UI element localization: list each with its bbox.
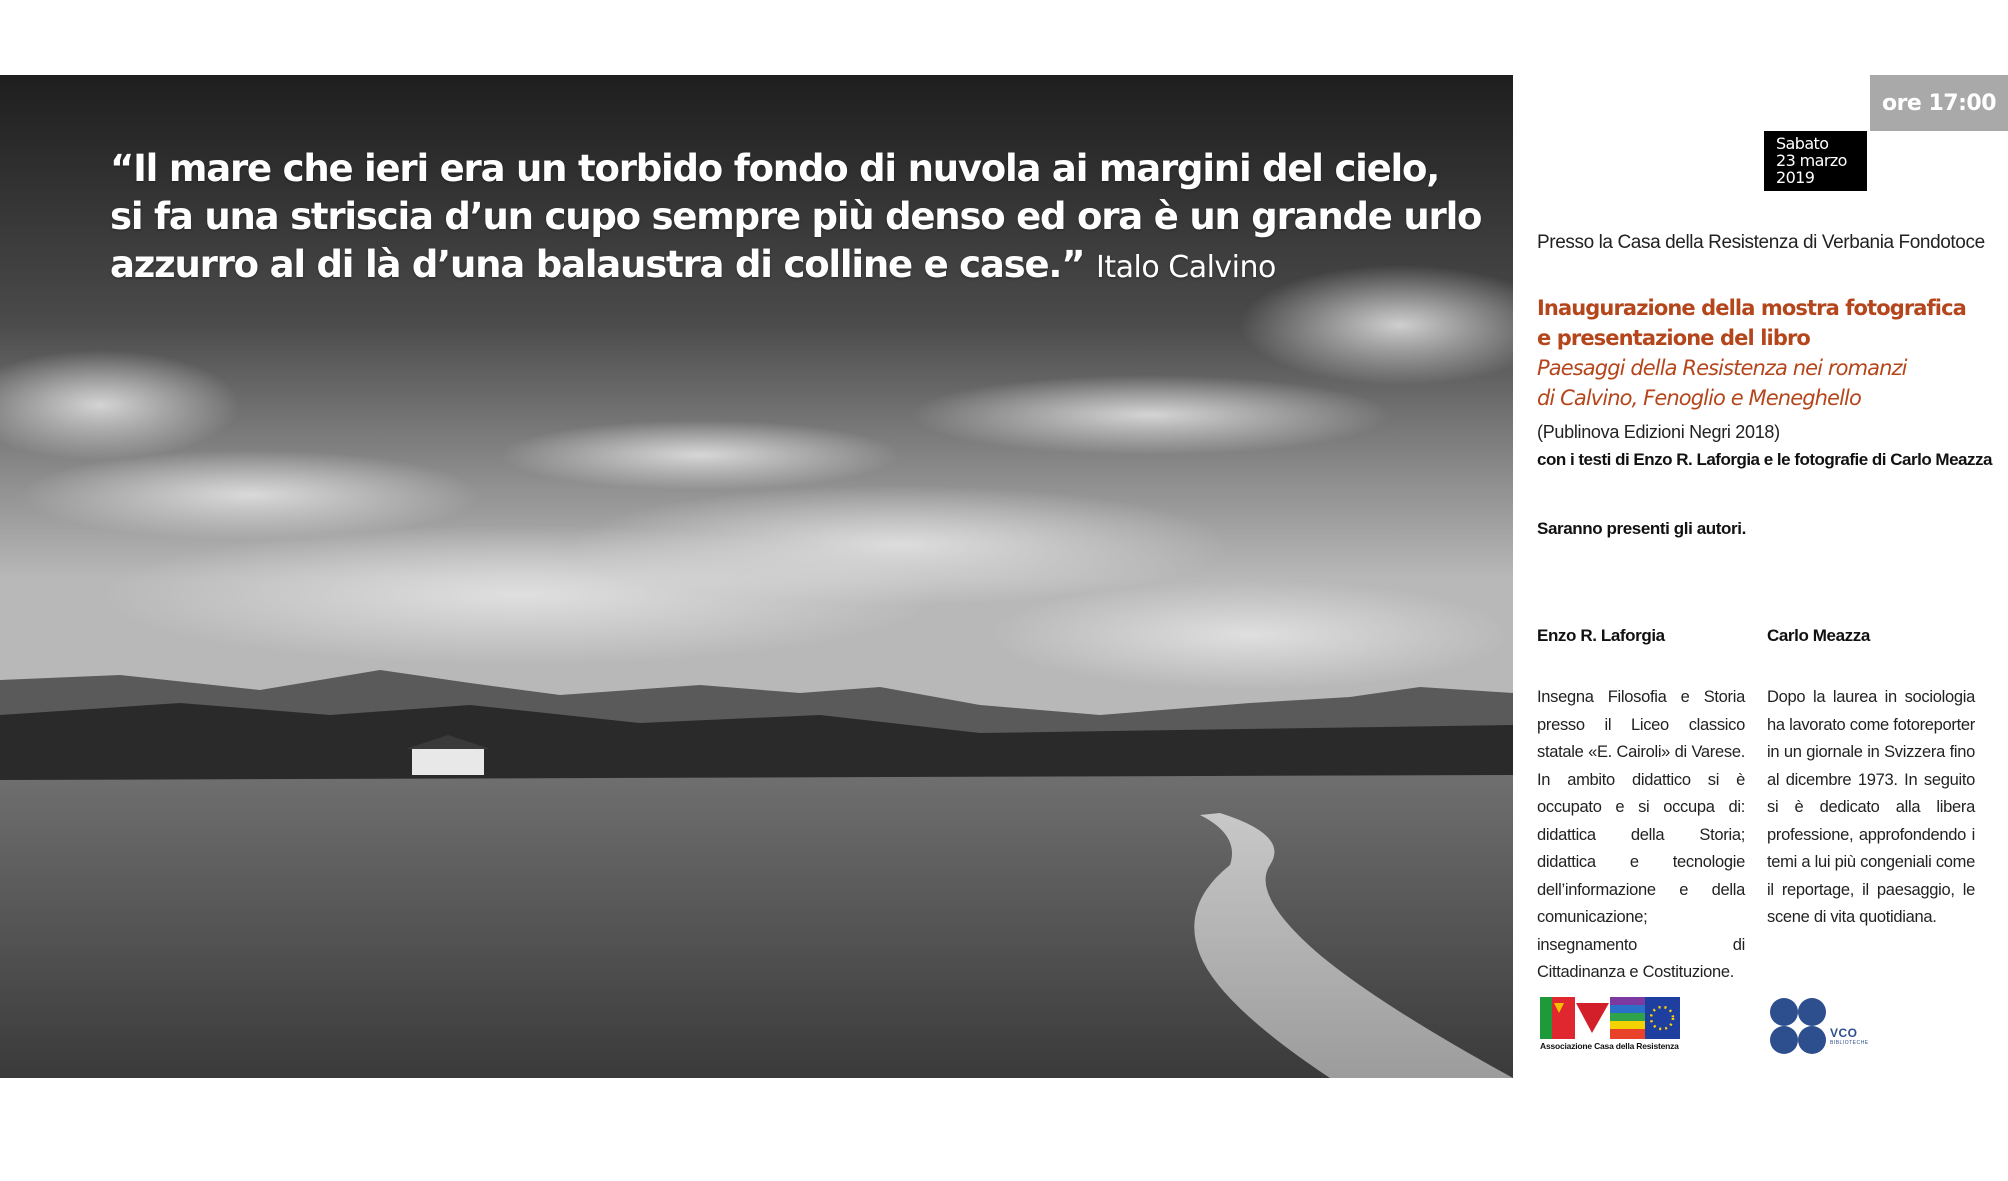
event-date-badge	[1764, 131, 1867, 191]
vco-text: VCO	[1830, 1026, 1858, 1040]
author-bio-laforgia	[1537, 626, 1745, 987]
vco-biblioteche-logo	[1768, 996, 1888, 1056]
book-credits: con i testi di Enzo R. Laforgia e le fotografie di Carlo Meazza	[1537, 450, 1992, 469]
event-time-badge: ore 17:00	[1870, 75, 2008, 131]
event-title	[1537, 293, 1966, 353]
book-title-line: di Calvino, Fenoglio e Meneghello	[1537, 386, 1861, 410]
event-date-day: Sabato	[1776, 134, 1829, 153]
book-title	[1537, 353, 1907, 413]
quote-author: Italo Calvino	[1096, 250, 1276, 285]
author-bio-meazza	[1767, 626, 1975, 932]
event-title-line: Inaugurazione della mostra fotografica	[1537, 296, 1966, 320]
author-bio-text: Insegna Filosofia e Storia presso il Liceo classico statale «E. Cairoli» di Varese. In ambito didattico si è occupato e si occupa di: didattica della Storia; didattica e tecnologie dell’informazione e della comunicazione; insegnamento di Cittadinanza e Costituzione.	[1537, 688, 1745, 981]
quote-line-text: azzurro al di là d’una balaustra di colline e case.”	[110, 243, 1085, 286]
quote-line: “Il mare che ieri era un torbido fondo di nuvola ai margini del cielo,	[110, 147, 1440, 190]
quote-line: si fa una striscia d’un cupo sempre più denso ed ora è un grande urlo	[110, 195, 1482, 238]
quote	[110, 145, 1482, 292]
event-date-year: 2019	[1776, 168, 1815, 187]
author-name: Enzo R. Laforgia	[1537, 626, 1665, 645]
book-publisher: (Publinova Edizioni Negri 2018)	[1537, 422, 1780, 442]
logo-caption: Associazione Casa della Resistenza	[1540, 1041, 1679, 1051]
vco-subtext: BIBLIOTECHE	[1830, 1040, 1869, 1046]
quote-line	[110, 241, 1410, 292]
authors-present-note: Saranno presenti gli autori.	[1537, 519, 1746, 538]
event-date-daymonth: 23 marzo	[1776, 151, 1847, 170]
book-title-line: Paesaggi della Resistenza nei romanzi	[1537, 356, 1907, 380]
flags-icon	[1540, 997, 1680, 1039]
event-title-line: e presentazione del libro	[1537, 326, 1810, 350]
clover-icon	[1768, 996, 1828, 1056]
casa-resistenza-logo	[1540, 997, 1680, 1053]
landscape-photo	[0, 75, 1513, 1078]
author-bio-text: Dopo la laurea in sociologia ha lavorato come fotoreporter in un giornale in Svizzera fino al dicembre 1973. In seguito si è dedicato alla libera professione, approfondendo i temi a lui più congeniali come il reportage, il paesaggio, le scene di vita quotidiana.	[1767, 688, 1975, 926]
author-name: Carlo Meazza	[1767, 626, 1870, 645]
event-venue: Presso la Casa della Resistenza di Verbania Fondotoce	[1537, 232, 1985, 253]
